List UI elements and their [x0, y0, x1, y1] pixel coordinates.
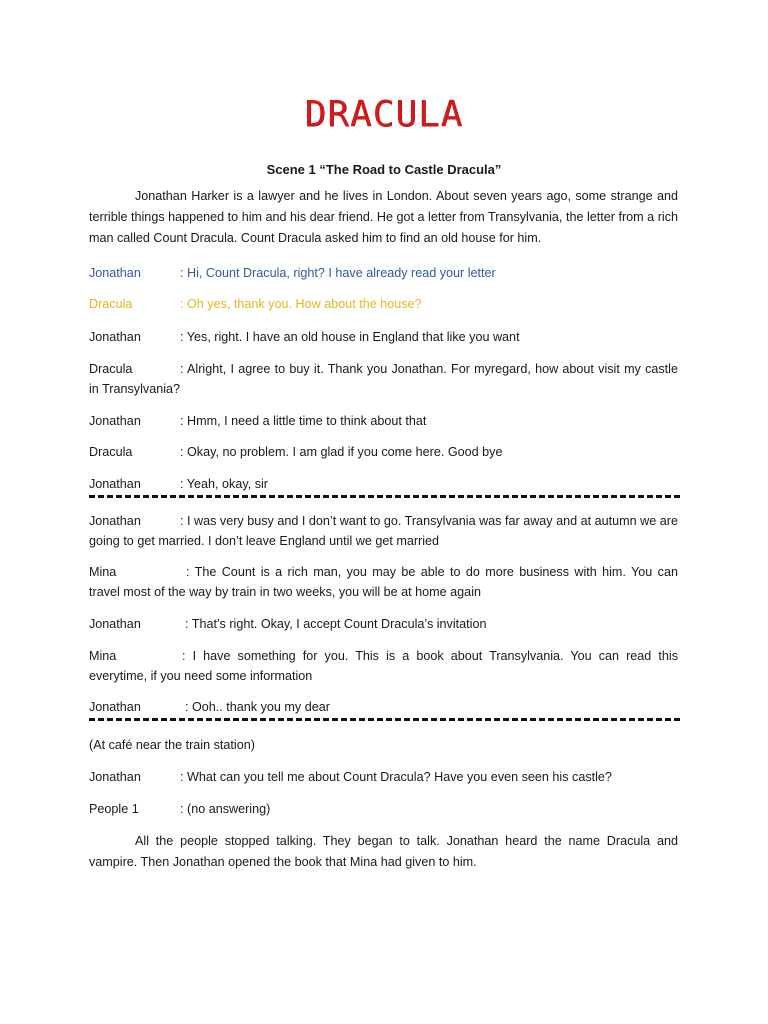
dialogue-line [89, 646, 678, 686]
dialogue-line [89, 614, 678, 634]
dialogue-text: : Hmm, I need a little time to think about that [180, 414, 427, 428]
dialogue-line [89, 799, 678, 819]
speaker-name: Dracula [89, 445, 133, 459]
speaker-name: Jonathan [89, 266, 141, 280]
dialogue-line [89, 767, 678, 787]
section-divider [89, 495, 680, 498]
dialogue-line [89, 411, 678, 431]
speaker-name: Jonathan [89, 414, 141, 428]
dialogue-line [89, 511, 678, 551]
dialogue-text: : That’s right. Okay, I accept Count Dracula’s invitation [185, 617, 487, 631]
speaker-name: Mina [89, 565, 117, 579]
dialogue-text: : Hi, Count Dracula, right? I have already read your letter [180, 266, 496, 280]
speaker-name: Dracula [89, 297, 133, 311]
dialogue-text: : Okay, no problem. I am glad if you come here. Good bye [180, 445, 503, 459]
outro-paragraph: All the people stopped talking. They began to talk. Jonathan heard the name Dracula and vampire. Then Jonathan opened the book that Mina had given to him. [89, 834, 678, 869]
scene-heading: Scene 1 “The Road to Castle Dracula” [266, 162, 502, 177]
dialogue-text: : Oh yes, thank you. How about the house? [180, 297, 422, 311]
dialogue-line [89, 562, 678, 602]
dialogue-line [89, 697, 678, 717]
dialogue-text: : I have something for you. This is a book about Transylvania. You can read this everytime, if you need some information [89, 649, 678, 683]
dialogue-text: : Ooh.. thank you my dear [185, 700, 330, 714]
section-divider [89, 718, 680, 721]
dialogue-line [89, 474, 678, 494]
speaker-name: Mina [89, 649, 117, 663]
speaker-name: Jonathan [89, 330, 141, 344]
intro-paragraph: Jonathan Harker is a lawyer and he lives in London. About seven years ago, some strange and terrible things happened to him and his dear friend. He got a letter from Transylvania, the letter from a rich man called Count Dracula. Count Dracula asked him to find an old house for him. [89, 189, 678, 245]
dialogue-text: : Alright, I agree to buy it. Thank you Jonathan. For myregard, how about visit my castle in Transylvania? [89, 362, 678, 396]
speaker-name: Jonathan [89, 617, 141, 631]
speaker-name: Jonathan [89, 514, 141, 528]
dialogue-line [89, 359, 678, 399]
dialogue-line [89, 327, 678, 347]
dialogue-text: : What can you tell me about Count Dracula? Have you even seen his castle? [180, 770, 612, 784]
speaker-name: People 1 [89, 802, 139, 816]
dialogue-line [89, 294, 678, 314]
speaker-name: Dracula [89, 362, 133, 376]
speaker-name: Jonathan [89, 477, 141, 491]
dialogue-line [89, 263, 678, 283]
dialogue-text: : (no answering) [180, 802, 271, 816]
document-title: DRACULA [304, 94, 464, 135]
dialogue-text: : I was very busy and I don’t want to go. Transylvania was far away and at autumn we are going to get married. I don’t leave England until we get married [89, 514, 678, 548]
speaker-name: Jonathan [89, 700, 141, 714]
speaker-name: Jonathan [89, 770, 141, 784]
dialogue-line [89, 442, 678, 462]
dialogue-text: : Yes, right. I have an old house in England that like you want [180, 330, 520, 344]
dialogue-text: : The Count is a rich man, you may be able to do more business with him. You can travel most of the way by train in two weeks, you will be at home again [89, 565, 678, 599]
dialogue-text: : Yeah, okay, sir [180, 477, 268, 491]
setting-line: (At café near the train station) [89, 738, 255, 752]
